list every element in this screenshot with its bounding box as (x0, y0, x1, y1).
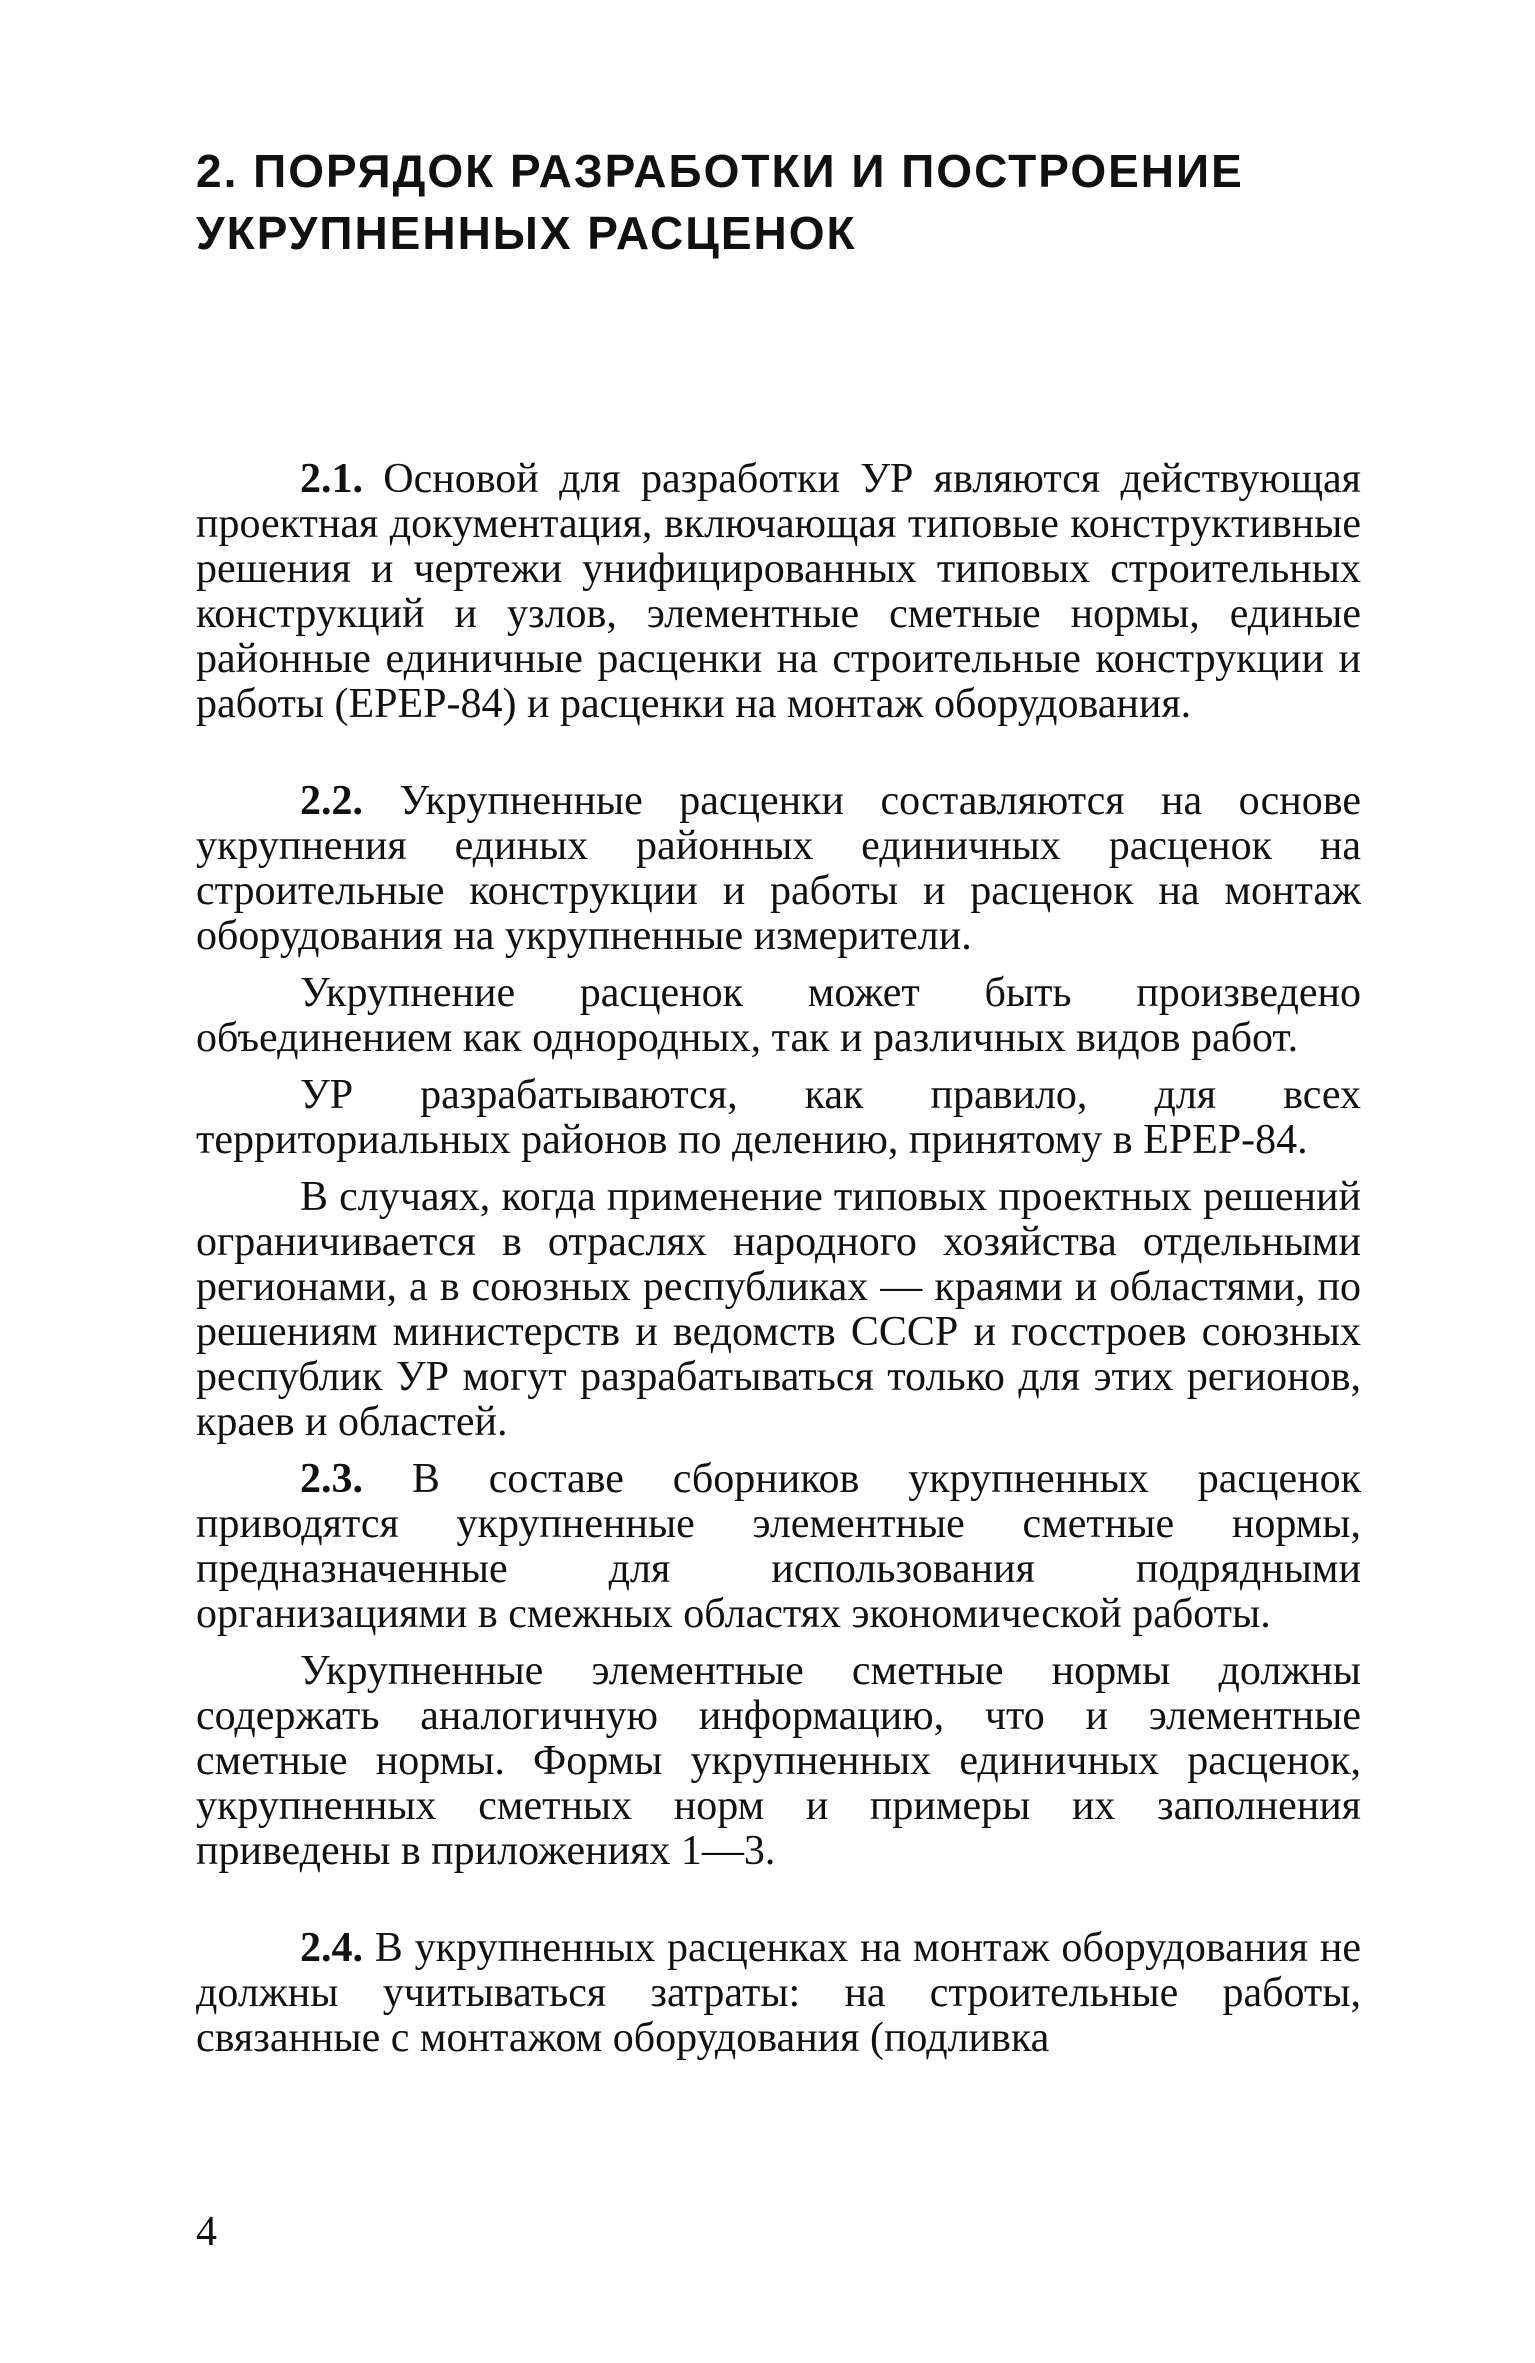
clause-text: В укрупненных расценках на монтаж оборудования не должны учитываться затраты: на строительные работы, связанные с монтажом оборудования (подливка (196, 1925, 1362, 2061)
heading-line-2: УКРУПНЕННЫХ РАСЦЕНОК (196, 207, 857, 259)
clause-number: 2.3. (300, 1456, 363, 1502)
paragraph-2-2-d: В случаях, когда применение типовых проектных решений ограничивается в отраслях народного хозяйства отдельными регионами, а в союзных республиках — краями и областями, по решениям министерств и ведомств СССР и госстроев союзных республик УР могут разрабатываться только для этих регионов, краев и областей. (196, 1174, 1361, 1445)
paragraph-2-3-b: Укрупненные элементные сметные нормы должны содержать аналогичную информацию, что и элементные сметные нормы. Формы укрупненных единичных расценок, укрупненных сметных норм и примеры их заполнения приведены в приложениях 1—3. (196, 1648, 1361, 1874)
paragraph-2-2-c: УР разрабатываются, как правило, для всех территориальных районов по делению, принятому в ЕРЕР-84. (196, 1072, 1361, 1163)
section-heading (196, 140, 1361, 264)
paragraph-2-2-b: Укрупнение расценок может быть произведено объединением как однородных, так и различных видов работ. (196, 970, 1361, 1061)
document-page (196, 140, 1361, 2061)
paragraph-2-3 (196, 1457, 1361, 1637)
clause-number: 2.4. (300, 1925, 363, 1971)
heading-line-1: 2. ПОРЯДОК РАЗРАБОТКИ И ПОСТРОЕНИЕ (196, 145, 1244, 197)
clause-number: 2.1. (300, 456, 363, 502)
paragraph-2-4 (196, 1926, 1361, 2061)
page-number: 4 (196, 2209, 217, 2255)
clause-text: В составе сборников укрупненных расценок приводятся укрупненные элементные сметные нормы, предназначенные для использования подрядными организациями в смежных областях экономической работы. (196, 1456, 1362, 1637)
clause-text: Основой для разработки УР являются действующая проектная документация, включающая типовые конструктивные решения и чертежи унифицированных типовых строительных конструкций и узлов, элементные сметные нормы, единые районные единичные расценки на строительные конструкции и работы (ЕРЕР-84) и расценки на монтаж оборудования. (196, 456, 1361, 727)
paragraph-2-2 (196, 779, 1361, 959)
clause-number: 2.2. (300, 778, 363, 824)
paragraph-2-1 (196, 457, 1361, 727)
clause-text: Укрупненные расценки составляются на основе укрупнения единых районных единичных расценок на строительные конструкции и работы и расценок на монтаж оборудования на укрупненные измерители. (196, 778, 1362, 959)
